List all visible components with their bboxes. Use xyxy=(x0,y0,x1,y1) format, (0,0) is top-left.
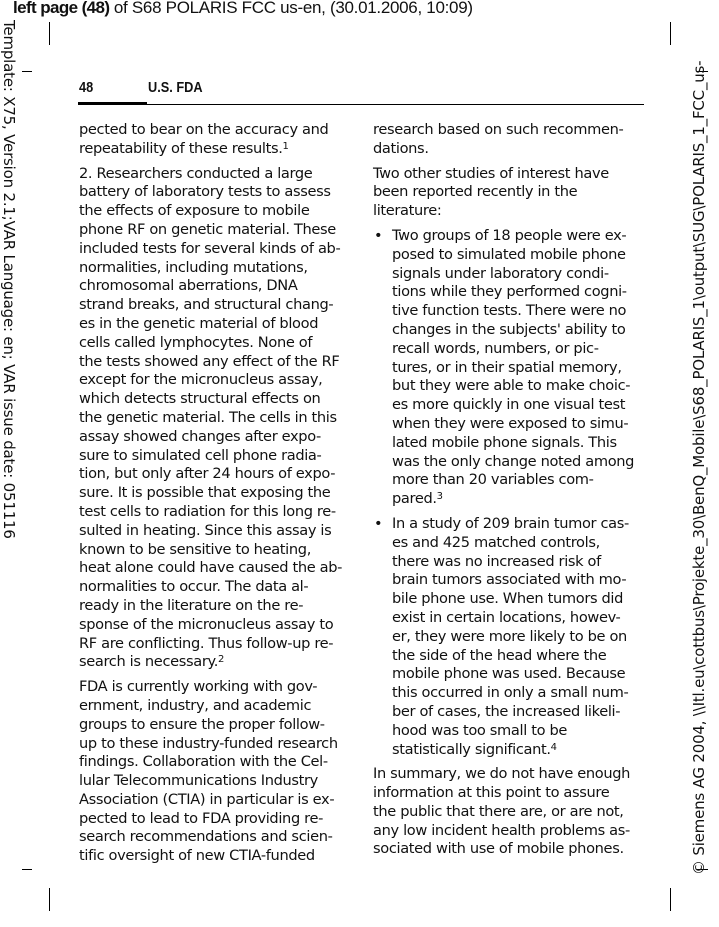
text-line: exist in certain locations, howev- xyxy=(392,608,621,626)
crop-mark xyxy=(670,888,671,911)
crop-mark xyxy=(49,888,50,911)
paragraph xyxy=(373,121,645,159)
job-info-bold: left page (48) xyxy=(13,0,110,17)
text-line xyxy=(373,741,645,760)
text-line: included tests for several kinds of ab- xyxy=(79,239,341,257)
text-line: sulted in heating. Since this assay is xyxy=(79,521,332,539)
header-rule-accent xyxy=(78,102,147,105)
text-line: sure to simulated cell phone radia- xyxy=(79,446,322,464)
footnote-reference: 1 xyxy=(282,140,289,152)
left-column xyxy=(79,121,349,872)
text-line: es and 425 matched controls, xyxy=(392,533,600,551)
copyright-path-vertical: © Siemens AG 2004, \\Itl.eu\cottbus\Projekte_30\BenQ_Mobile\S68_POLARIS_1\output\SUG\POLARIS_1_FCC_us- xyxy=(690,60,708,875)
text-line-content: statistically significant. xyxy=(392,740,551,758)
text-line: been reported recently in the xyxy=(373,183,578,201)
text-line-content: pared. xyxy=(392,490,437,508)
text-line: the tests showed any effect of the RF xyxy=(79,352,340,370)
text-line: heat alone could have caused the ab- xyxy=(79,559,343,577)
text-line: sponse of the micronucleus assay to xyxy=(79,615,334,633)
text-line: sure. It is possible that exposing the xyxy=(79,484,331,502)
text-line: which detects structural effects on xyxy=(79,390,321,408)
text-line: pected to bear on the accuracy and xyxy=(79,121,329,138)
text-line: the side of the head where the xyxy=(392,646,607,664)
text-line: recall words, numbers, or pic- xyxy=(392,339,599,357)
bullet-item xyxy=(373,515,645,759)
text-line: tion, but only after 24 hours of expo- xyxy=(79,465,336,483)
text-line: signals under laboratory condi- xyxy=(392,264,609,282)
text-line: findings. Collaboration with the Cel- xyxy=(79,753,328,771)
text-line: Two other studies of interest have xyxy=(373,164,609,182)
bullet-icon: • xyxy=(374,226,383,244)
paragraph xyxy=(79,121,349,159)
text-line: search recommendations and scien- xyxy=(79,828,333,846)
text-line: changes in the subjects' ability to xyxy=(392,320,626,338)
text-line: hood was too small to be xyxy=(392,721,567,739)
text-line: cells called lymphocytes. None of xyxy=(79,333,313,351)
text-line xyxy=(79,653,349,672)
text-line: groups to ensure the proper follow- xyxy=(79,715,325,733)
text-line: normalities to occur. The data al- xyxy=(79,578,309,596)
text-line: ernment, industry, and academic xyxy=(79,696,312,714)
text-line: In a study of 209 brain tumor cas- xyxy=(392,514,629,532)
text-line: literature: xyxy=(373,202,442,220)
text-line: this occurred in only a small num- xyxy=(392,684,629,702)
crop-mark xyxy=(22,869,32,870)
text-line: Two groups of 18 people were ex- xyxy=(392,226,627,244)
text-line: bile phone use. When tumors did xyxy=(392,590,624,608)
footnote-reference: 4 xyxy=(550,741,557,753)
text-line: sociated with use of mobile phones. xyxy=(373,840,624,858)
paragraph xyxy=(373,765,645,859)
text-line: ready in the literature on the re- xyxy=(79,596,304,614)
text-line: known to be sensitive to heating, xyxy=(79,540,311,558)
text-line: FDA is currently working with gov- xyxy=(79,678,318,696)
text-line-content: repeatability of these results. xyxy=(79,139,283,157)
text-line: 2. Researchers conducted a large xyxy=(79,164,313,182)
text-line-content: search is necessary. xyxy=(79,653,218,671)
right-column xyxy=(373,121,645,865)
page-title: U.S. FDA xyxy=(148,79,203,96)
text-line: er, they were more likely to be on xyxy=(392,627,627,645)
text-line xyxy=(373,490,645,509)
text-line: tions while they performed cogni- xyxy=(392,283,627,301)
text-line: lated mobile phone signals. This xyxy=(392,433,617,451)
bullet-icon: • xyxy=(374,514,383,532)
text-line: research based on such recommen- xyxy=(373,121,624,138)
text-line: mobile phone was used. Because xyxy=(392,665,626,683)
crop-mark xyxy=(49,22,50,45)
text-line: tific oversight of new CTIA-funded xyxy=(79,847,315,865)
text-line: posed to simulated mobile phone xyxy=(392,245,626,263)
crop-mark xyxy=(670,22,671,45)
header-rule xyxy=(78,104,644,105)
text-line: the effects of exposure to mobile xyxy=(79,202,310,220)
page-number: 48 xyxy=(79,79,94,96)
crop-mark xyxy=(22,71,32,72)
text-line: ber of cases, the increased likeli- xyxy=(392,702,621,720)
text-line: pected to lead to FDA providing re- xyxy=(79,809,324,827)
text-line: chromosomal aberrations, DNA xyxy=(79,277,298,295)
text-line: brain tumors associated with mo- xyxy=(392,571,627,589)
text-line: Association (CTIA) in particular is ex- xyxy=(79,790,335,808)
text-line: except for the micronucleus assay, xyxy=(79,371,323,389)
text-line: up to these industry-funded research xyxy=(79,734,338,752)
text-line xyxy=(79,140,349,159)
text-line: more than 20 variables com- xyxy=(392,471,594,489)
text-line: tures, or in their spatial memory, xyxy=(392,358,622,376)
paragraph xyxy=(79,678,349,866)
footnote-reference: 2 xyxy=(218,654,225,666)
text-line: when they were exposed to simu- xyxy=(392,414,629,432)
text-line: information at this point to assure xyxy=(373,784,610,802)
text-line: lular Telecommunications Industry xyxy=(79,772,318,790)
footnote-reference: 3 xyxy=(436,491,443,503)
job-info-line xyxy=(13,0,473,18)
text-line: the public that there are, or are not, xyxy=(373,802,624,820)
text-line: tive function tests. There were no xyxy=(392,302,627,320)
job-info-rest: of S68 POLARIS FCC us-en, (30.01.2006, 10:09) xyxy=(109,0,473,17)
text-line: es more quickly in one visual test xyxy=(392,396,626,414)
paragraph xyxy=(373,165,645,221)
text-line: In summary, we do not have enough xyxy=(373,765,631,783)
text-line: assay showed changes after expo- xyxy=(79,427,321,445)
text-line: the genetic material. The cells in this xyxy=(79,408,337,426)
text-line: normalities, including mutations, xyxy=(79,258,308,276)
text-line: test cells to radiation for this long re- xyxy=(79,502,336,520)
text-line: es in the genetic material of blood xyxy=(79,314,319,332)
paragraph xyxy=(79,165,349,673)
text-line: battery of laboratory tests to assess xyxy=(79,183,331,201)
text-line: there was no increased risk of xyxy=(392,552,601,570)
text-line: dations. xyxy=(373,139,429,157)
text-line: but they were able to make choic- xyxy=(392,377,631,395)
text-line: RF are conflicting. Thus follow-up re- xyxy=(79,634,334,652)
text-line: any low incident health problems as- xyxy=(373,821,630,839)
text-line: strand breaks, and structural chang- xyxy=(79,296,334,314)
text-line: phone RF on genetic material. These xyxy=(79,220,336,238)
text-line: was the only change noted among xyxy=(392,452,635,470)
template-info-vertical: Template: X75, Version 2.1;VAR Language: en; VAR issue date: 051116 xyxy=(0,20,18,539)
bullet-item xyxy=(373,227,645,509)
